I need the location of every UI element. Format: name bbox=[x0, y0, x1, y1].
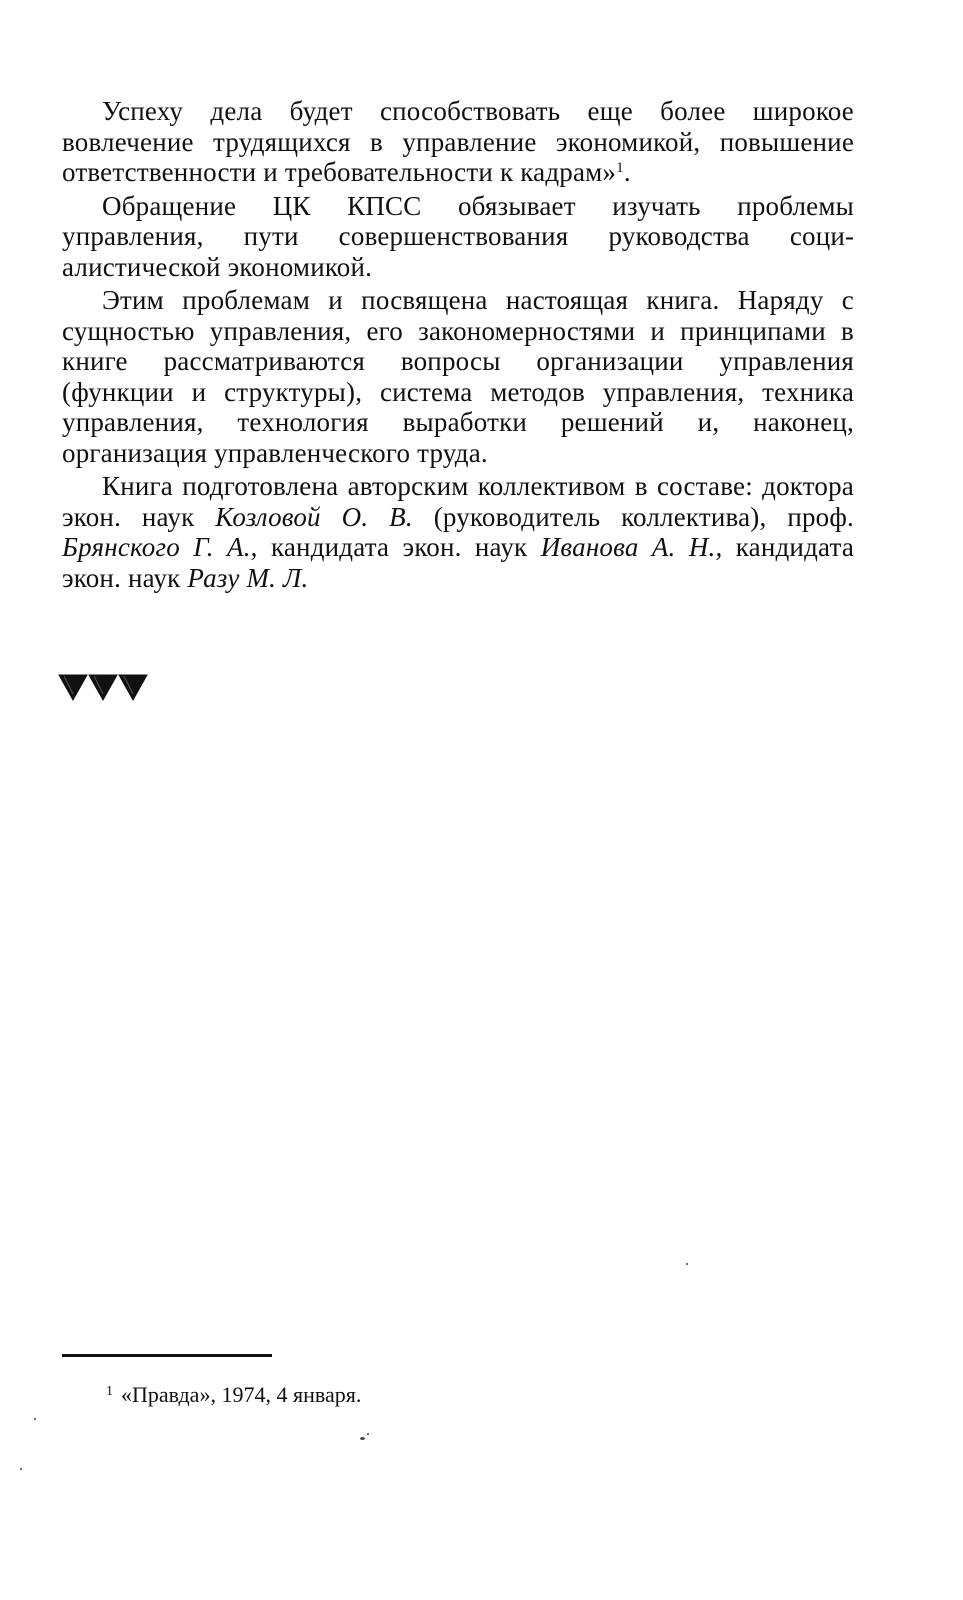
text-run: кандидата экон. наук bbox=[62, 532, 855, 593]
text-run: Обращение ЦК КПСС обязывает изучать проблемы управления, пути совершенствования руководства социалистической экономикой. bbox=[62, 190, 854, 282]
scan-speck bbox=[20, 1468, 22, 1470]
footnote-mark: 1 bbox=[106, 1384, 113, 1399]
text-run: . bbox=[623, 157, 631, 187]
triangle-ornament-icon bbox=[88, 672, 118, 702]
author-name: Разу М. Л. bbox=[187, 562, 309, 593]
scan-speck bbox=[34, 1418, 36, 1420]
text-run: Успеху дела будет способствовать еще более широкое вовлечение трудящихся в управление экономикой, повышение ответственности и требовательности к кадрам» bbox=[62, 96, 854, 187]
triangle-ornament-icon bbox=[58, 672, 88, 702]
footnote-text: «Правда», 1974, 4 января. bbox=[121, 1382, 362, 1407]
footnote-separator bbox=[62, 1354, 272, 1357]
text-run: Книга подготовлена авторским коллективом в составе: доктора экон. наук bbox=[62, 471, 854, 532]
footnote-reference: 1 bbox=[616, 160, 624, 176]
text-run: кандидата экон. наук bbox=[257, 532, 541, 562]
author-name: Брянского Г. А., bbox=[62, 532, 258, 562]
author-name: Иванова А. Н., bbox=[540, 532, 723, 562]
body-text bbox=[62, 96, 854, 593]
triangle-ornament bbox=[58, 672, 150, 702]
scan-speck bbox=[367, 1433, 369, 1435]
paragraph bbox=[62, 285, 854, 468]
triangle-ornament-icon bbox=[118, 672, 148, 702]
paragraph bbox=[62, 96, 854, 188]
footnote bbox=[106, 1378, 361, 1409]
text-run: (руководитель коллектива), проф. bbox=[412, 501, 855, 532]
paragraph bbox=[62, 191, 854, 283]
paragraph bbox=[62, 471, 854, 593]
text-run: Этим проблемам и посвящена настоящая книга. Наряду с сущностью управления, его закономерностями и принципами в книге рассматриваются вопросы организации управления (функции и структуры), система методов управления, техника управления, технология выработки решений и, наконец, организация управленческого труда. bbox=[62, 285, 854, 468]
scan-speck bbox=[360, 1437, 365, 1440]
scan-speck bbox=[686, 1263, 688, 1265]
author-name: Козловой О. В. bbox=[215, 501, 413, 532]
